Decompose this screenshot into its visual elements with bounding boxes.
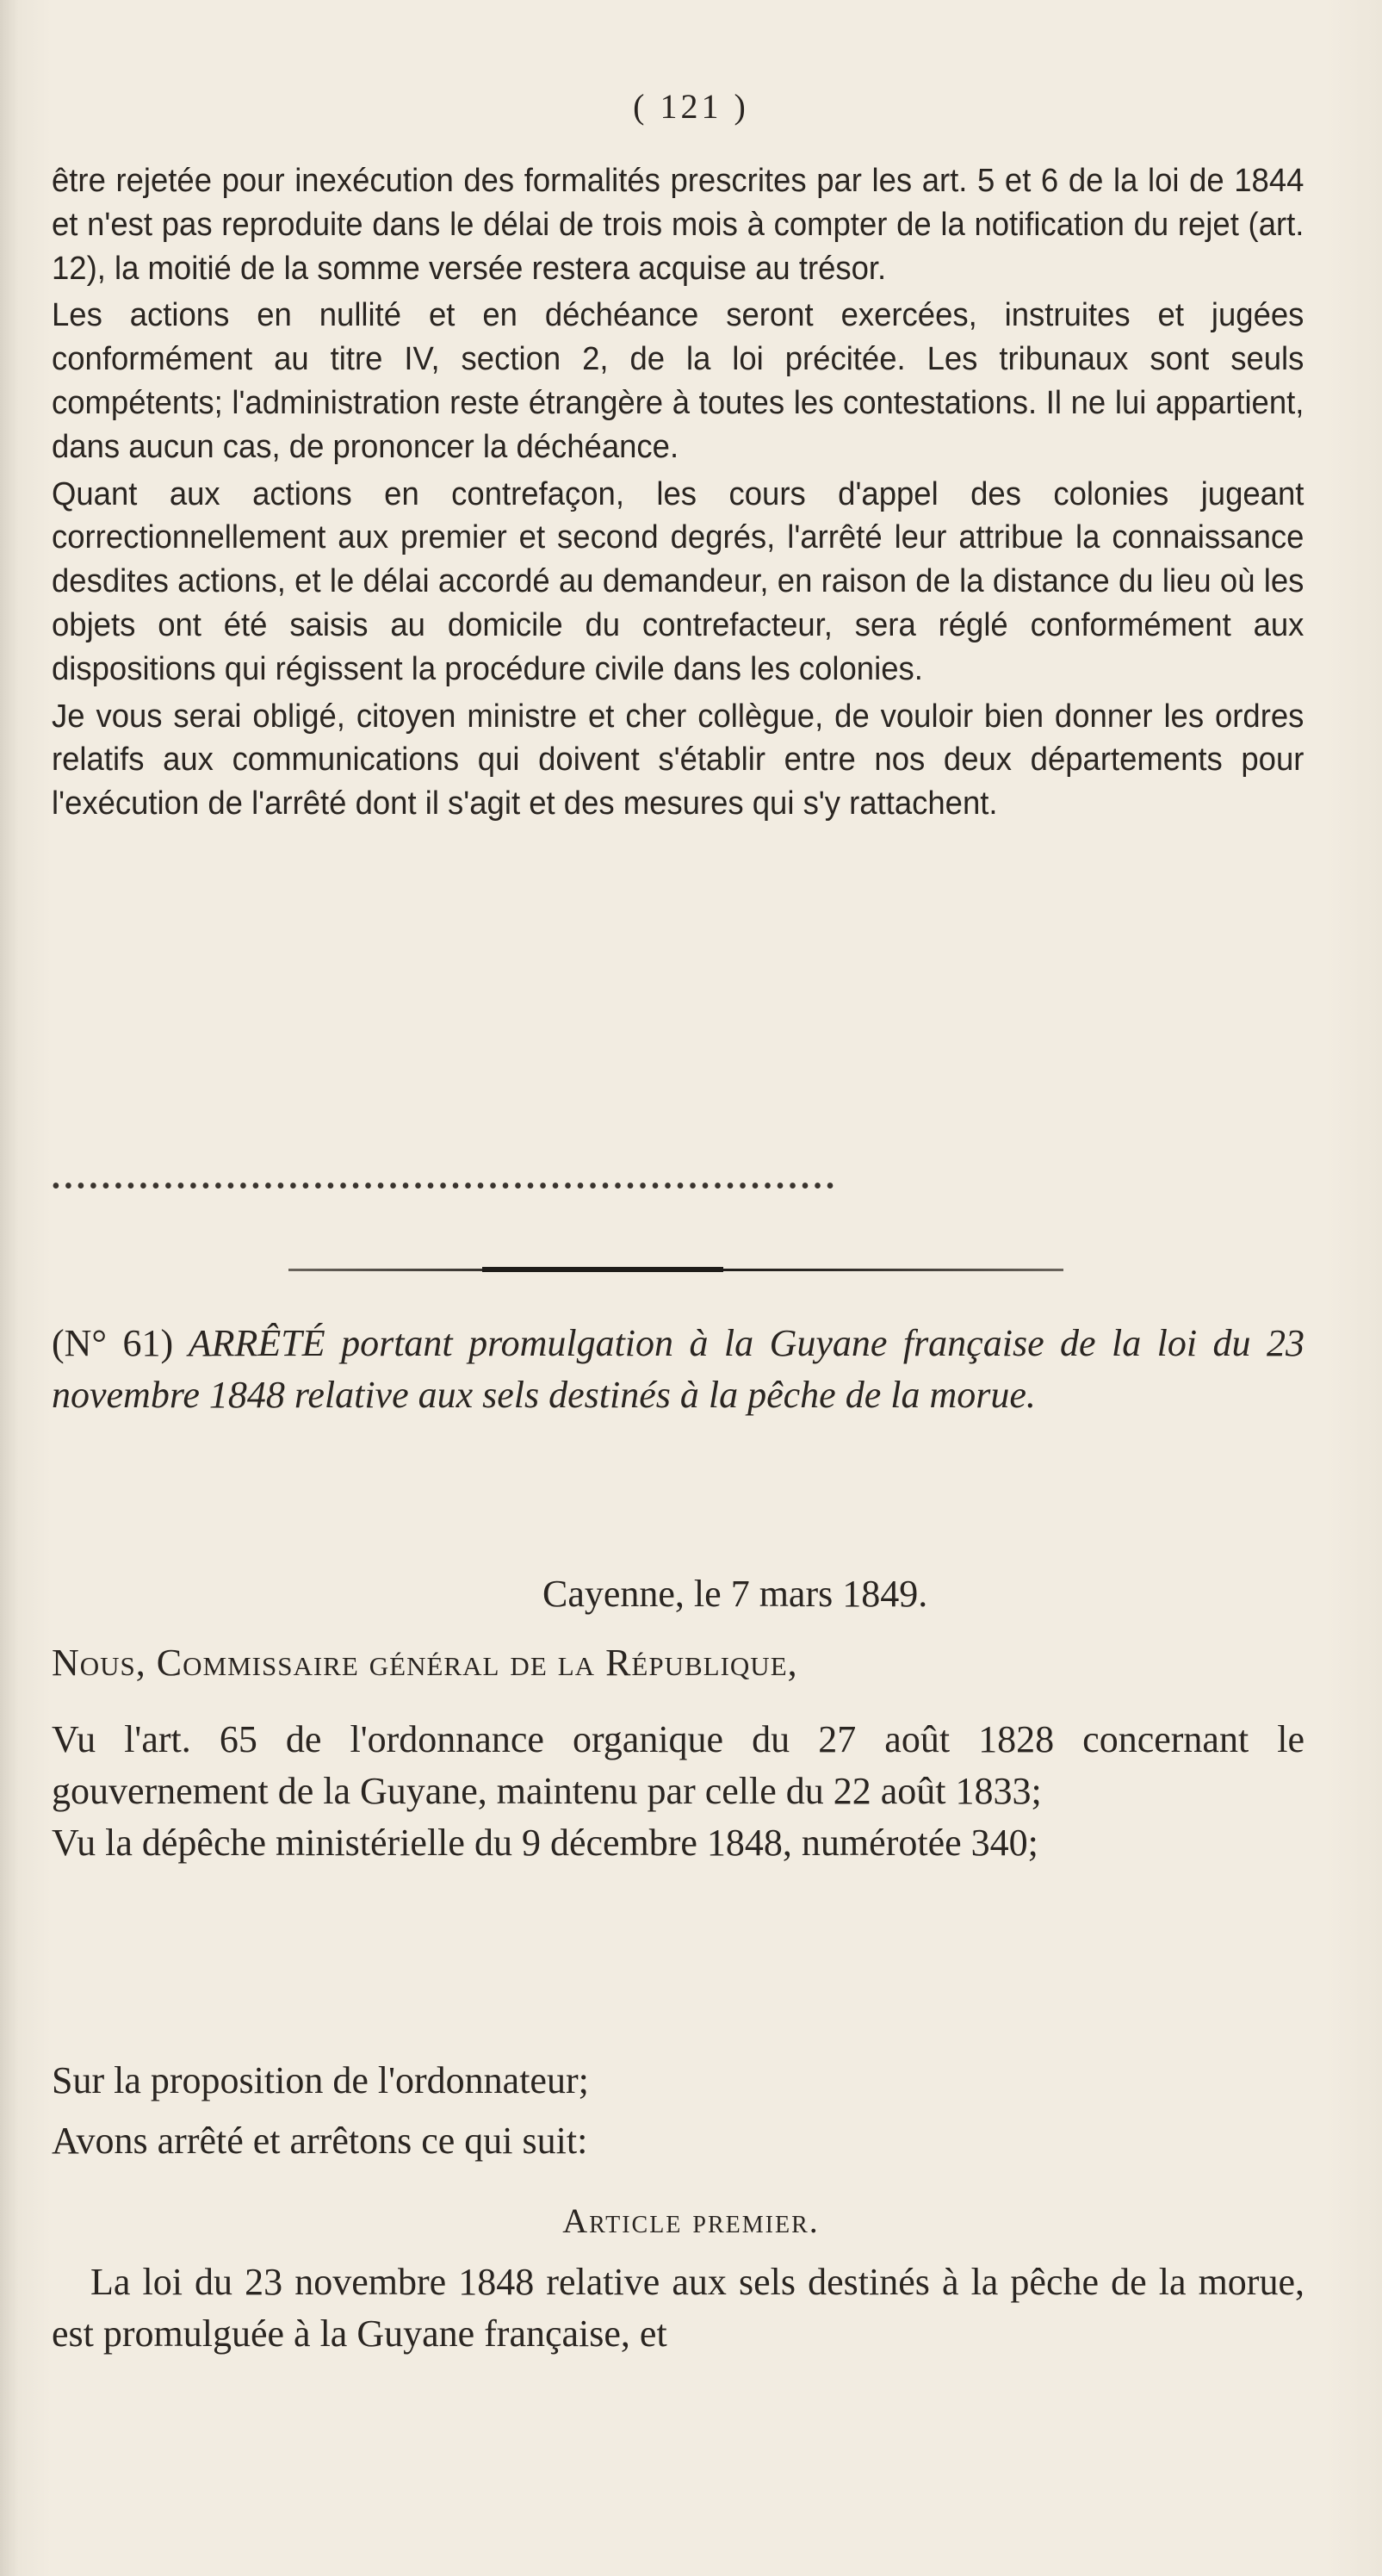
decree-title — [52, 1318, 1305, 1421]
avons-line: Avons arrêté et arrêtons ce qui suit: — [52, 2120, 588, 2162]
nous-line: Nous, Commissaire général de la République, — [52, 1642, 798, 1684]
article-heading: Article premier. — [562, 2201, 820, 2240]
decree-number: (N° 61) — [52, 1322, 174, 1364]
paragraph-1: être rejetée pour inexécution des formalités prescrites par les art. 5 et 6 de la loi de 1844 et n'est pas reproduite dans le délai de trois mois à compter de la notification du rejet (art. 12), la moitié de la somme versée restera acquise au trésor. — [52, 163, 1305, 287]
vu-2: Vu la dépêche ministérielle du 9 décembre 1848, numérotée 340; — [52, 1822, 1038, 1864]
article-paragraph: La loi du 23 novembre 1848 relative aux sels destinés à la pêche de la morue, est promulguée à la Guyane française, et — [52, 2261, 1305, 2355]
sur-line: Sur la proposition de l'ordonnateur; — [52, 2059, 589, 2101]
paragraph-2: Les actions en nullité et en déchéance seront exercées, instruites et jugées conformément au titre IV, section 2, de la loi précitée. Les tribunaux sont seuls compétents; l'administration reste étrangère à toutes les contestations. Il ne lui appartient, dans aucun cas, de prononcer la déchéance. — [52, 297, 1305, 465]
top-text-block — [52, 159, 1304, 826]
dotted-separator: ••••••••••••••••••••••••••••••••••••••••••••••••••••••••••••••• — [52, 1173, 839, 1200]
page-number: ( 121 ) — [633, 87, 749, 126]
paragraph-4: Je vous serai obligé, citoyen ministre et cher collègue, de vouloir bien donner les ordres relatifs aux communications qui doivent s'établir entre nos deux départements pour l'exécution de l'arrêté dont il s'agit et des mesures qui s'y rattachent. — [52, 698, 1305, 822]
horizontal-rule-center — [482, 1267, 723, 1272]
article-text — [52, 2256, 1305, 2360]
vu-1: Vu l'art. 65 de l'ordonnance organique du 27 août 1828 concernant le gouvernement de la Guyane, maintenu par celle du 22 août 1833; — [52, 1718, 1305, 1812]
vu-block — [52, 1714, 1305, 1869]
decree-title-text: ARRÊTÉ portant promulgation à la Guyane française de la loi du 23 novembre 1848 relative aux sels destinés à la pêche de la morue. — [52, 1322, 1305, 1416]
paragraph-3: Quant aux actions en contrefaçon, les cours d'appel des colonies jugeant correctionnellement aux premier et second degrés, l'arrêté leur attribue la connaissance desdites actions, et le délai accordé au demandeur, en raison de la distance du lieu où les objets ont été saisis au domicile du contrefacteur, sera réglé conformément aux dispositions qui régissent la procédure civile dans les colonies. — [52, 475, 1305, 687]
place-date: Cayenne, le 7 mars 1849. — [542, 1573, 928, 1615]
